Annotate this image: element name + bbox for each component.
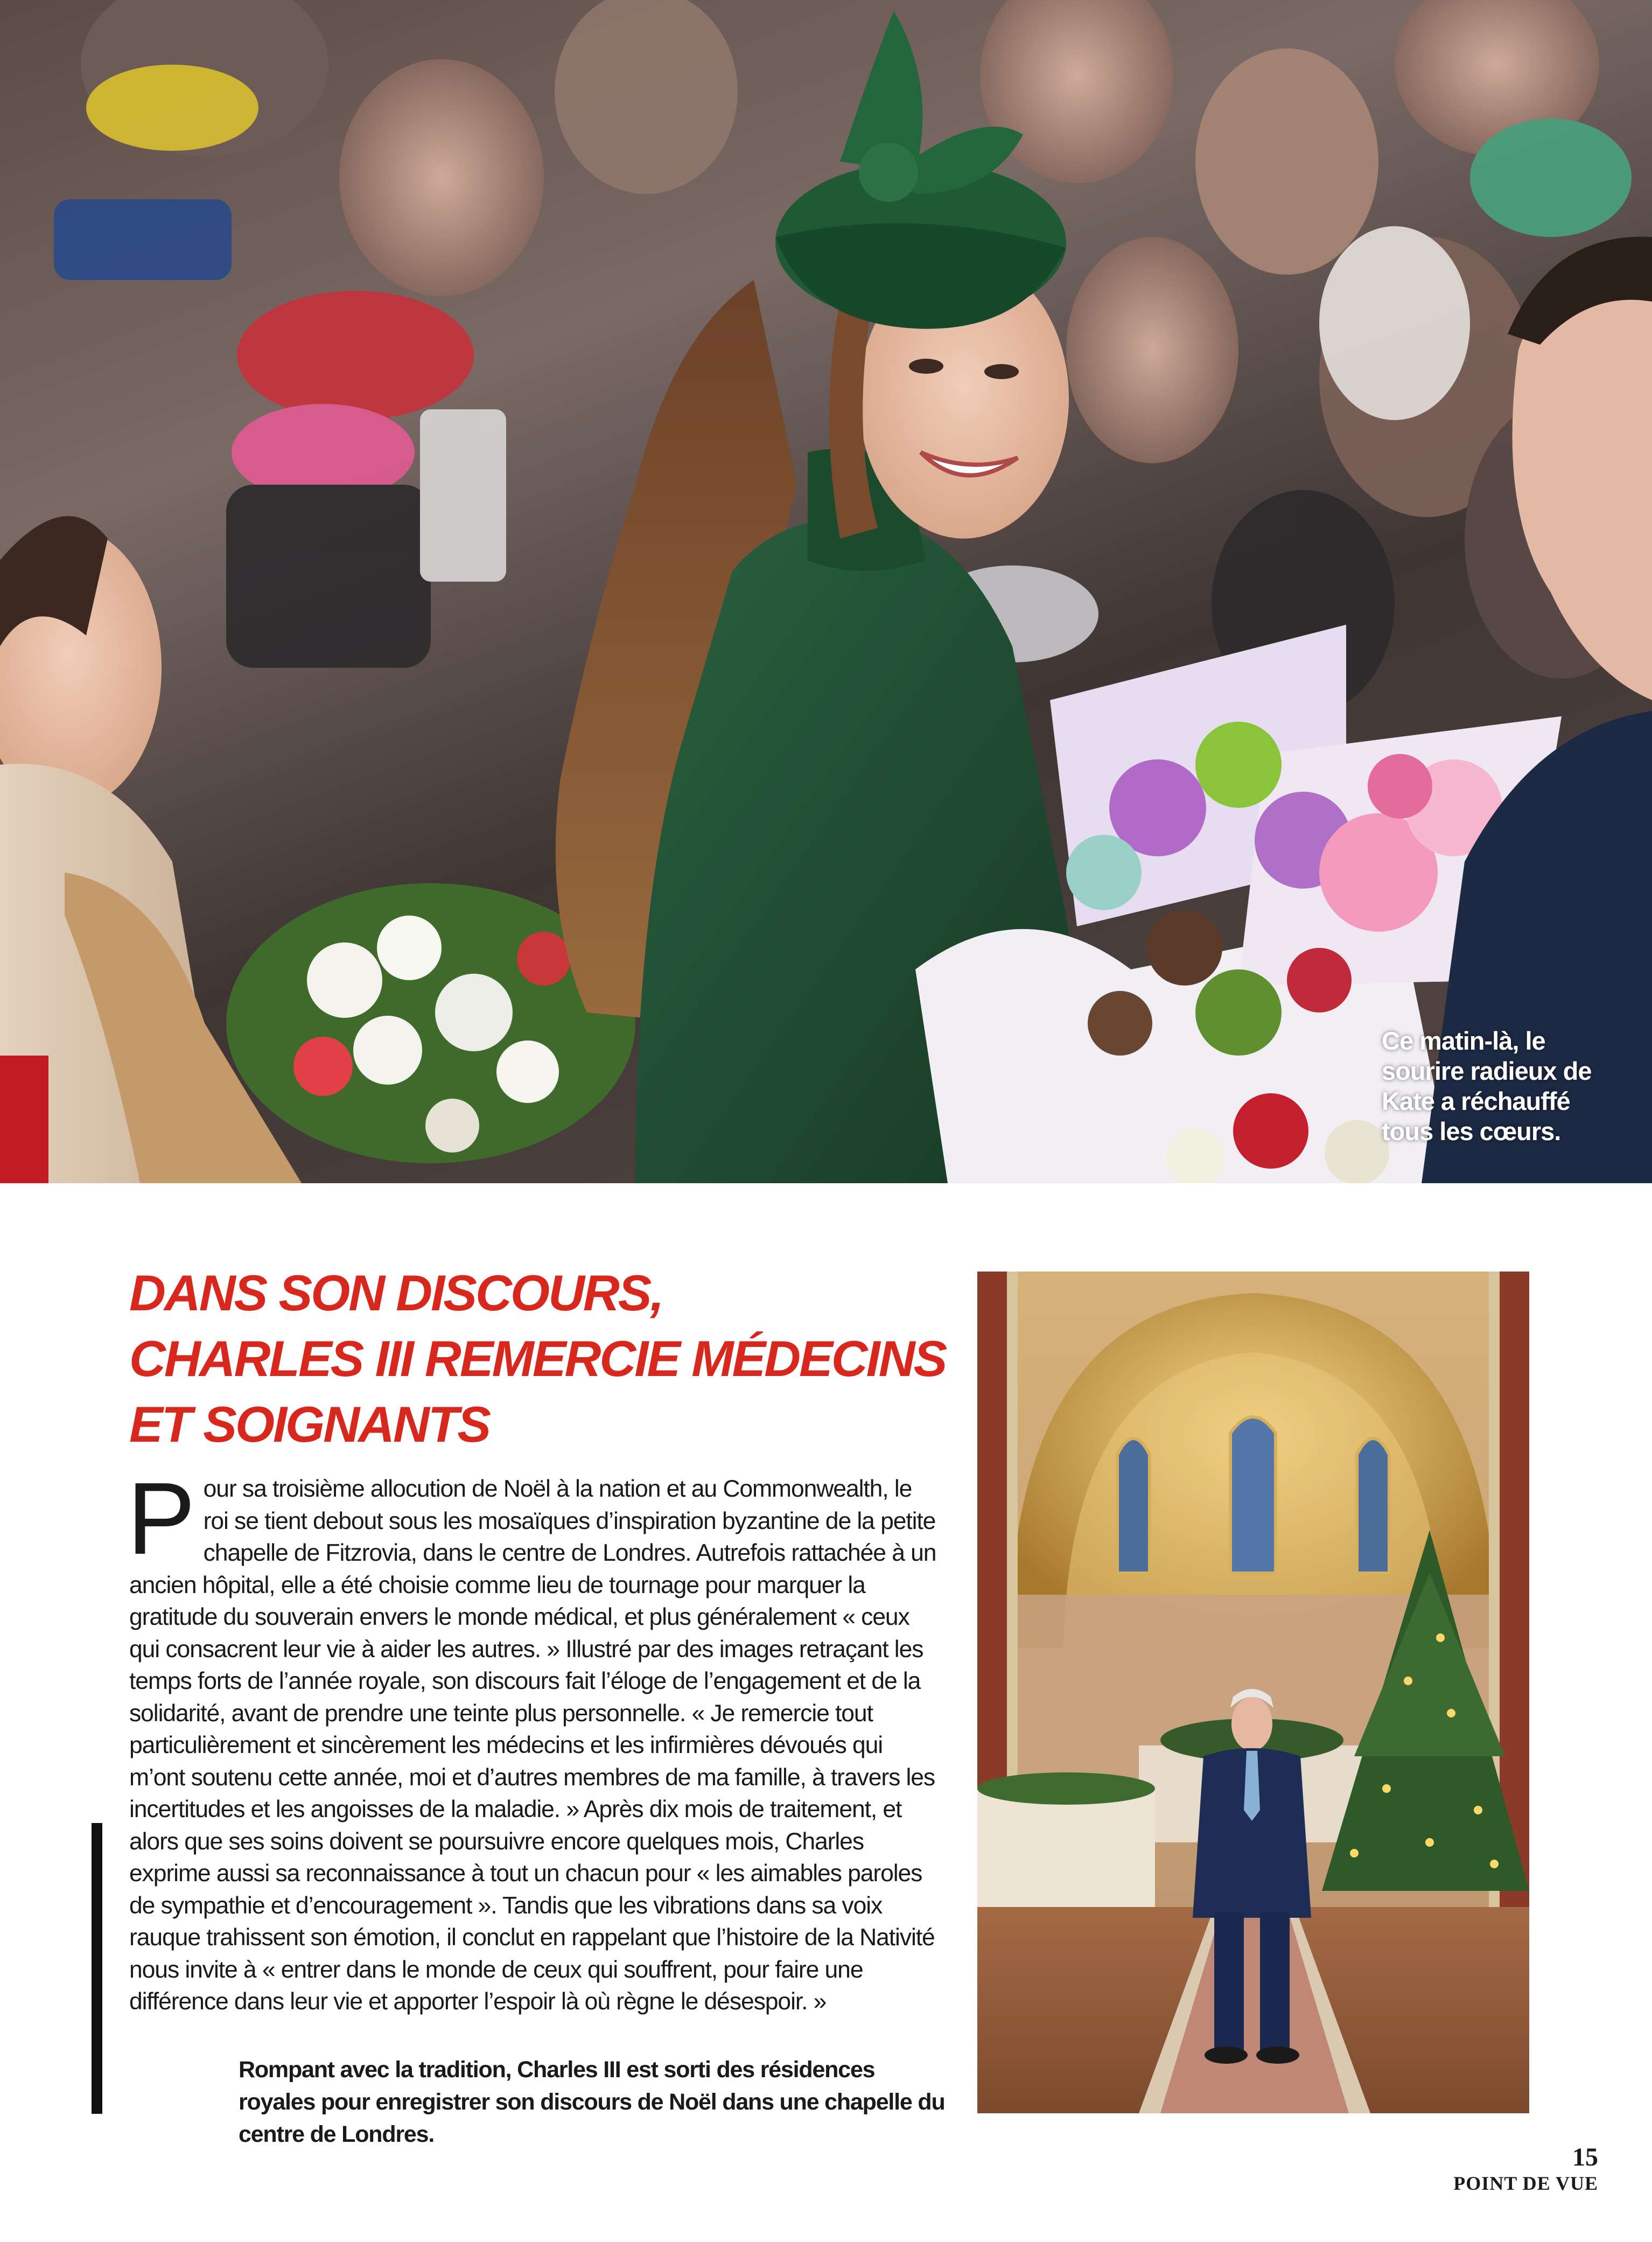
headline-line: ET SOIGNANTS [129, 1396, 490, 1452]
chapel-photo [977, 1272, 1529, 2113]
chapel-illustration [977, 1272, 1529, 2113]
magazine-name: POINT DE VUE [1453, 2173, 1598, 2194]
headline-line: DANS SON DISCOURS, [129, 1265, 663, 1321]
article-headline [129, 1260, 948, 1457]
headline-line: CHARLES III REMERCIE MÉDECINS [129, 1330, 946, 1387]
page-folio [1453, 2144, 1598, 2196]
vertical-rule [92, 1823, 102, 2114]
drop-cap: P [127, 1462, 195, 1576]
article-body [127, 1462, 937, 2018]
article-body-text: our sa troisième allocution de Noël à la nation et au Commonwealth, le roi se tient debout sous les mosaïques d’inspiration byzantine de la petite chapelle de Fitzrovia, dans le centre de Londres. Autrefois rattachée à un ancien hôpital, elle a été choisie comme lieu de tournage pour marquer la gratitude du souverain envers le monde médical, et plus généralement « ceux qui consacrent leur vie à aider les autres. » Illustré par des images retraçant les temps forts de l’année royale, son discours fait l’éloge de l’engagement et de la solidarité, avant de prendre une teinte plus personnelle. « Je remercie tout particulièrement et sincèrement les médecins et les infirmières dévoués qui m’ont soutenu cette année, moi et d’autres membres de ma famille, à travers les incertitudes et les angoisses de la maladie. » Après dix mois de traitement, et alors que ses soins doivent se poursuivre encore quelques mois, Charles exprime aussi sa reconnaissance à tout un chacun pour « les aimables paroles de sympathie et d’encouragement ». Tandis que les vibrations dans sa voix rauque trahissent son émotion, il conclut en rappelant que l’histoire de la Nativité nous invite à « entrer dans le monde de ceux qui souffrent, pour faire une différence dans leur vie et apporter l’espoir là où règne le désespoir. » [129, 1476, 936, 2015]
page-number: 15 [1572, 2143, 1598, 2171]
photo-caption: Rompant avec la tradition, Charles III est sorti des résidences royales pour enregistrer son discours de Noël dans une chapelle du centre de Londres. [239, 2057, 945, 2147]
hero-caption: Ce matin-là, le sourire radieux de Kate a réchauffé tous les cœurs. [1382, 1026, 1592, 1146]
